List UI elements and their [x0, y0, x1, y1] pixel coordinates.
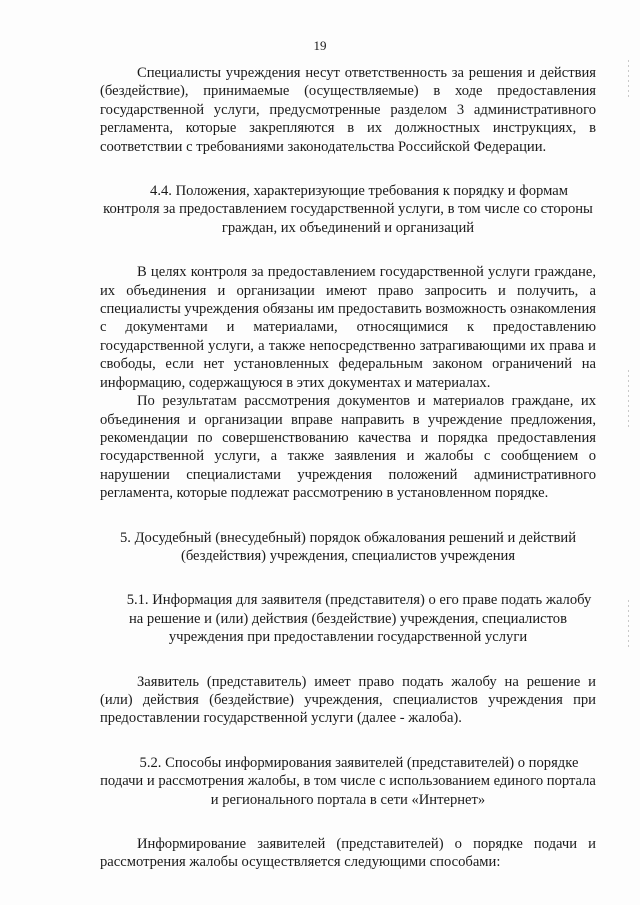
- paragraph-responsibility: Специалисты учреждения несут ответственность за решения и действия (бездействие), принимаемые (осуществляемые) в ходе предоставления государственной услуги, предусмотренные разделом 3 административного регламента, которые закрепляются в их должностных инструкциях, в соответствии с требованиями законодательства Российской Федерации.: [100, 65, 596, 155]
- scan-artifact: [628, 60, 629, 100]
- paragraph-informing-methods: Информирование заявителей (представителей) о порядке подачи и рассмотрения жалобы осуществляется следующими способами:: [100, 836, 596, 871]
- section-heading-5-2: 5.2. Способы информирования заявителей (представителей) о порядке подачи и рассмотрения жалобы, в том числе с использованием единого портала и регионального портала в сети «Интернет»: [100, 754, 596, 808]
- document-body: [100, 64, 596, 872]
- scan-artifact: [628, 370, 629, 430]
- paragraph-complaint-right: Заявитель (представитель) имеет право подать жалобу на решение и (или) действия (бездействие) учреждения, специалистов учреждения при предоставлении государственной услуги (далее - жалоба).: [100, 673, 596, 727]
- spacer: [100, 647, 596, 673]
- page-number: 19: [313, 38, 327, 53]
- paragraph-review-results: По результатам рассмотрения документов и материалов граждане, их объединения и организации вправе направить в учреждение предложения, рекомендации по совершенствованию качества и порядка предоставления государственной услуги, а также заявления и жалобы с сообщением о нарушении специалистами учреждения положений административного регламента, которые подлежат рассмотрению в установленном порядке.: [100, 393, 596, 502]
- section-heading-5-1: 5.1. Информация для заявителя (представителя) о его праве подать жалобу на решение и (или) действия (бездействие) учреждения, специалистов учреждения при предоставлении государственной услуги: [126, 592, 592, 646]
- spacer: [100, 565, 596, 591]
- spacer: [100, 503, 596, 529]
- paragraph-control-rights: В целях контроля за предоставлением государственной услуги граждане, их объединения и организации имеют право запросить и получить, а специалисты учреждения обязаны им предоставить возможность ознакомления с документами и материалами, относящимися к предоставлению государственной услуги, а также непосредственно затрагивающими их права и свободы, если нет установленных федеральным законом ограничений на информацию, содержащуюся в этих документах и материалах.: [100, 264, 596, 391]
- spacer: [100, 809, 596, 835]
- section-heading-5: 5. Досудебный (внесудебный) порядок обжалования решений и действий (бездействия) учреждения, специалистов учреждения: [119, 529, 577, 564]
- spacer: [100, 237, 596, 263]
- scan-artifact: [628, 600, 629, 650]
- section-heading-4-4: 4.4. Положения, характеризующие требования к порядку и формам контроля за предоставлением государственной услуги, в том числе со стороны граждан, их объединений и организаций: [103, 183, 593, 236]
- spacer: [100, 728, 596, 754]
- spacer: [100, 156, 596, 182]
